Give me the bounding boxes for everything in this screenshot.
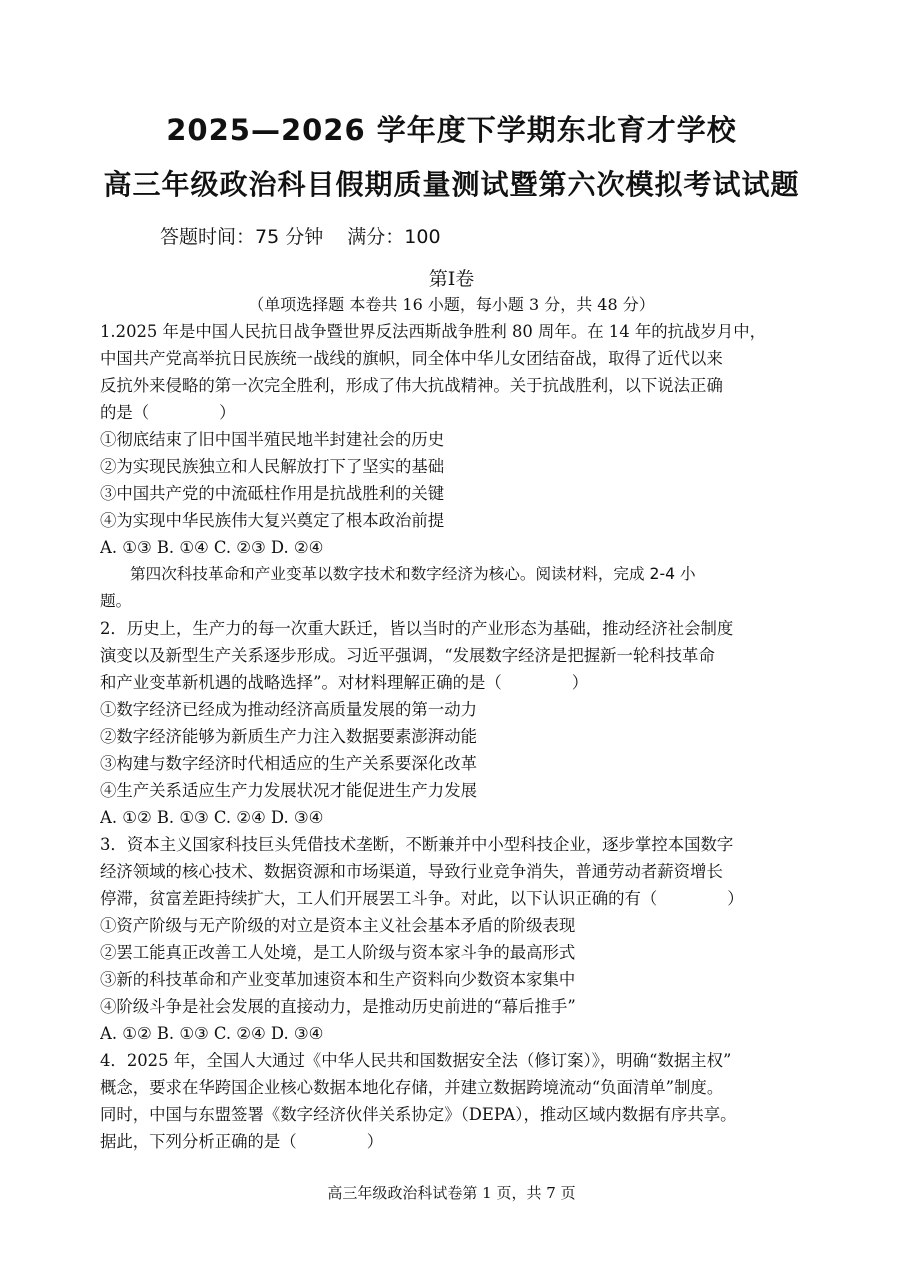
q1-option-1: ①彻底结束了旧中国半殖民地半封建社会的历史 [100,430,445,449]
section-note: （单项选择题 本卷共 16 小题，每小题 3 分，共 48 分） [248,295,655,314]
q3-option-3: ③新的科技革命和产业变革加速资本和生产资料向少数资本家集中 [100,970,576,989]
q1-line3: 反抗外来侵略的第一次完全胜利，形成了伟大抗战精神。关于抗战胜利，以下说法正确 [100,376,723,395]
q2-option-2: ②数字经济能够为新质生产力注入数据要素澎湃动能 [100,727,477,746]
exam-meta [160,222,459,249]
q2-line3 [100,669,812,696]
q4-line1: 4．2025 年，全国人大通过《中华人民共和国数据安全法（修订案）》，明确“数据主权” [100,1051,732,1070]
q4-stem-end: 据此，下列分析正确的是（ [100,1132,297,1151]
q1-line2: 中国共产党高举抗日民族统一战线的旗帜，同全体中华儿女团结奋战，取得了近代以来 [100,349,723,368]
q1-answers: A. ①③ B. ①④ C. ②③ D. ②④ [100,538,324,557]
q4-line4 [100,1128,812,1155]
volume-title: 第Ⅰ卷 [428,268,475,290]
q2-line2: 演变以及新型生产关系逐步形成。习近平强调，“发展数字经济是把握新一轮科技革命 [100,646,715,665]
q3-paren-close: ） [727,889,744,908]
q2-line1: 2．历史上，生产力的每一次重大跃迁，皆以当时的产业形态为基础，推动经济社会制度 [100,619,734,638]
exam-title-line1: 2025—2026 学年度下学期东北育才学校 [166,113,737,147]
q2-paren-close: ） [571,673,589,692]
q4-line2: 概念，要求在华跨国企业核心数据本地化存储，并建立数据跨境流动“负面清单”制度。 [100,1078,724,1097]
time-label: 答题时间：75 分钟 [160,226,324,248]
score-label: 满分：100 [347,226,441,248]
q1-option-3: ③中国共产党的中流砥柱作用是抗战胜利的关键 [100,484,445,503]
q3-option-1: ①资产阶级与无产阶级的对立是资本主义社会基本矛盾的阶级表现 [100,916,576,935]
q4-paren-close: ） [366,1132,384,1151]
q3-answers: A. ①② B. ①③ C. ②④ D. ③④ [100,1024,324,1043]
q3-option-2: ②罢工能真正改善工人处境，是工人阶级与资本家斗争的最高形式 [100,943,576,962]
q1-paren-close: ） [219,403,236,422]
exam-title-line2: 高三年级政治科目假期质量测试暨第六次模拟考试试题 [103,168,800,201]
q1-line4 [100,399,812,426]
q2-stem-end: 和产业变革新机遇的战略选择”。对材料理解正确的是（ [100,673,502,692]
q1-option-2: ②为实现民族独立和人民解放打下了坚实的基础 [100,457,445,476]
q3-line1: 3．资本主义国家科技巨头凭借技术垄断，不断兼并中小型科技企业，逐步掌控本国数字 [100,835,734,854]
page-footer: 高三年级政治科试卷第 1 页，共 7 页 [327,1184,576,1202]
q2-option-3: ③构建与数字经济时代相适应的生产关系要深化改革 [100,754,477,773]
intro-line1: 第四次科技革命和产业变革以数字技术和数字经济为核心。阅读材料，完成 2-4 小 [130,565,696,583]
q3-stem-end: 停滞，贫富差距持续扩大，工人们开展罢工斗争。对此，以下认识正确的有（ [100,889,658,908]
q1-option-4: ④为实现中华民族伟大复兴奠定了根本政治前提 [100,511,445,530]
q2-answers: A. ①② B. ①③ C. ②④ D. ③④ [100,808,324,827]
q3-line3 [100,885,812,912]
q1-line1: 1.2025 年是中国人民抗日战争暨世界反法西斯战争胜利 80 周年。在 14 年的抗战岁月中， [100,322,767,341]
q3-option-4: ④阶级斗争是社会发展的直接动力，是推动历史前进的“幕后推手” [100,997,576,1016]
q2-option-1: ①数字经济已经成为推动经济高质量发展的第一动力 [100,700,477,719]
questions-body [100,318,812,1155]
q4-line3: 同时，中国与东盟签署《数字经济伙伴关系协定》（DEPA），推动区域内数据有序共享。 [100,1105,737,1124]
q1-stem-end: 的是（ [100,403,150,422]
intro-line2: 题。 [100,592,132,610]
q3-line2: 经济领域的核心技术、数据资源和市场渠道，导致行业竞争消失，普通劳动者薪资增长 [100,862,723,881]
q2-option-4: ④生产关系适应生产力发展状况才能促进生产力发展 [100,781,477,800]
